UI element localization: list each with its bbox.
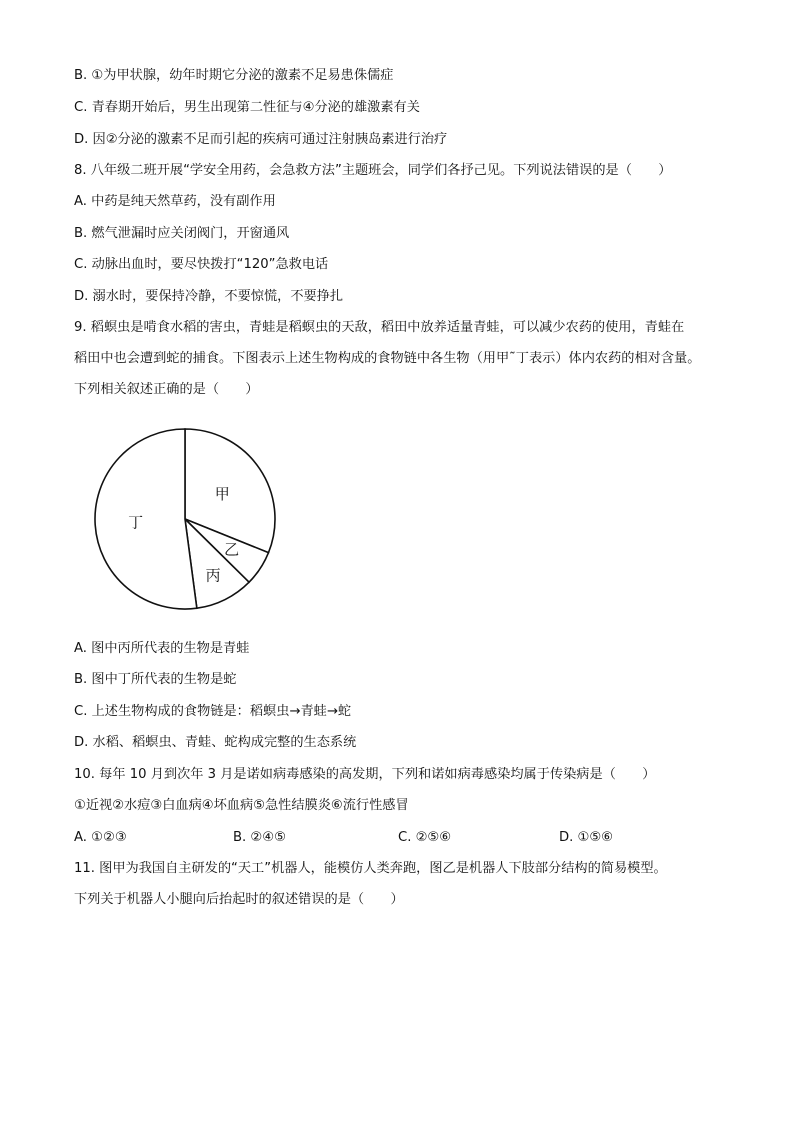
pie-label-2: 丙 (205, 566, 221, 585)
q8-option-d: D. 溺水时，要保持冷静，不要惊慌，不要挣扎 (74, 289, 344, 304)
q7-option-d: D. 因②分泌的激素不足而引起的疾病可通过注射胰岛素进行治疗 (74, 132, 448, 147)
pie-label-0: 甲 (214, 484, 230, 503)
q9-option-a: A. 图中丙所代表的生物是青蛙 (74, 641, 250, 656)
q9-stem-line1: 9. 稻螟虫是啃食水稻的害虫，青蛙是稻螟虫的天敌，稻田中放养适量青蛙，可以减少农药的使用，青蛙在 (74, 320, 685, 335)
pie-label-1: 乙 (224, 540, 240, 559)
q10-items: ①近视②水痘③白血病④坏血病⑤急性结膜炎⑥流行性感冒 (74, 798, 409, 813)
q10-option-d: D. ①⑤⑥ (559, 830, 614, 845)
q10-option-b: B. ②④⑤ (233, 830, 286, 845)
q11-stem-line1: 11. 图甲为我国自主研发的“天工”机器人，能模仿人类奔跑，图乙是机器人下肢部分结构的简易模型。 (74, 861, 667, 876)
q7-option-c: C. 青春期开始后，男生出现第二性征与④分泌的雄激素有关 (74, 100, 420, 115)
q10-option-a: A. ①②③ (74, 830, 127, 845)
q10-stem: 10. 每年 10 月到次年 3 月是诺如病毒感染的高发期，下列和诺如病毒感染均属于传染病是（ ） (74, 767, 656, 782)
q9-stem-line3: 下列相关叙述正确的是（ ） (74, 382, 259, 397)
q11-stem-line2: 下列关于机器人小腿向后抬起时的叙述错误的是（ ） (74, 892, 404, 907)
q10-option-c: C. ②⑤⑥ (398, 830, 452, 845)
q8-option-b: B. 燃气泄漏时应关闭阀门，开窗通风 (74, 226, 290, 241)
pie-label-3: 丁 (128, 513, 144, 532)
q8-option-a: A. 中药是纯天然草药，没有副作用 (74, 194, 276, 209)
q7-option-b: B. ①为甲状腺，幼年时期它分泌的激素不足易患侏儒症 (74, 68, 394, 83)
q8-option-c: C. 动脉出血时，要尽快拨打“120”急救电话 (74, 257, 329, 272)
q8-stem: 8. 八年级二班开展“学安全用药，会急救方法”主题班会，同学们各抒己见。下列说法错误的是（ ） (74, 163, 672, 178)
q9-stem-line2: 稻田中也会遭到蛇的捕食。下图表示上述生物构成的食物链中各生物（用甲˜丁表示）体内农药的相对含量。 (74, 351, 701, 366)
q9-option-c: C. 上述生物构成的食物链是：稻螟虫→青蛙→蛇 (74, 704, 352, 719)
pesticide-pie-chart (90, 424, 280, 614)
q9-option-b: B. 图中丁所代表的生物是蛇 (74, 672, 237, 687)
q9-option-d: D. 水稻、稻螟虫、青蛙、蛇构成完整的生态系统 (74, 735, 357, 750)
pie-slice-3 (95, 429, 197, 609)
